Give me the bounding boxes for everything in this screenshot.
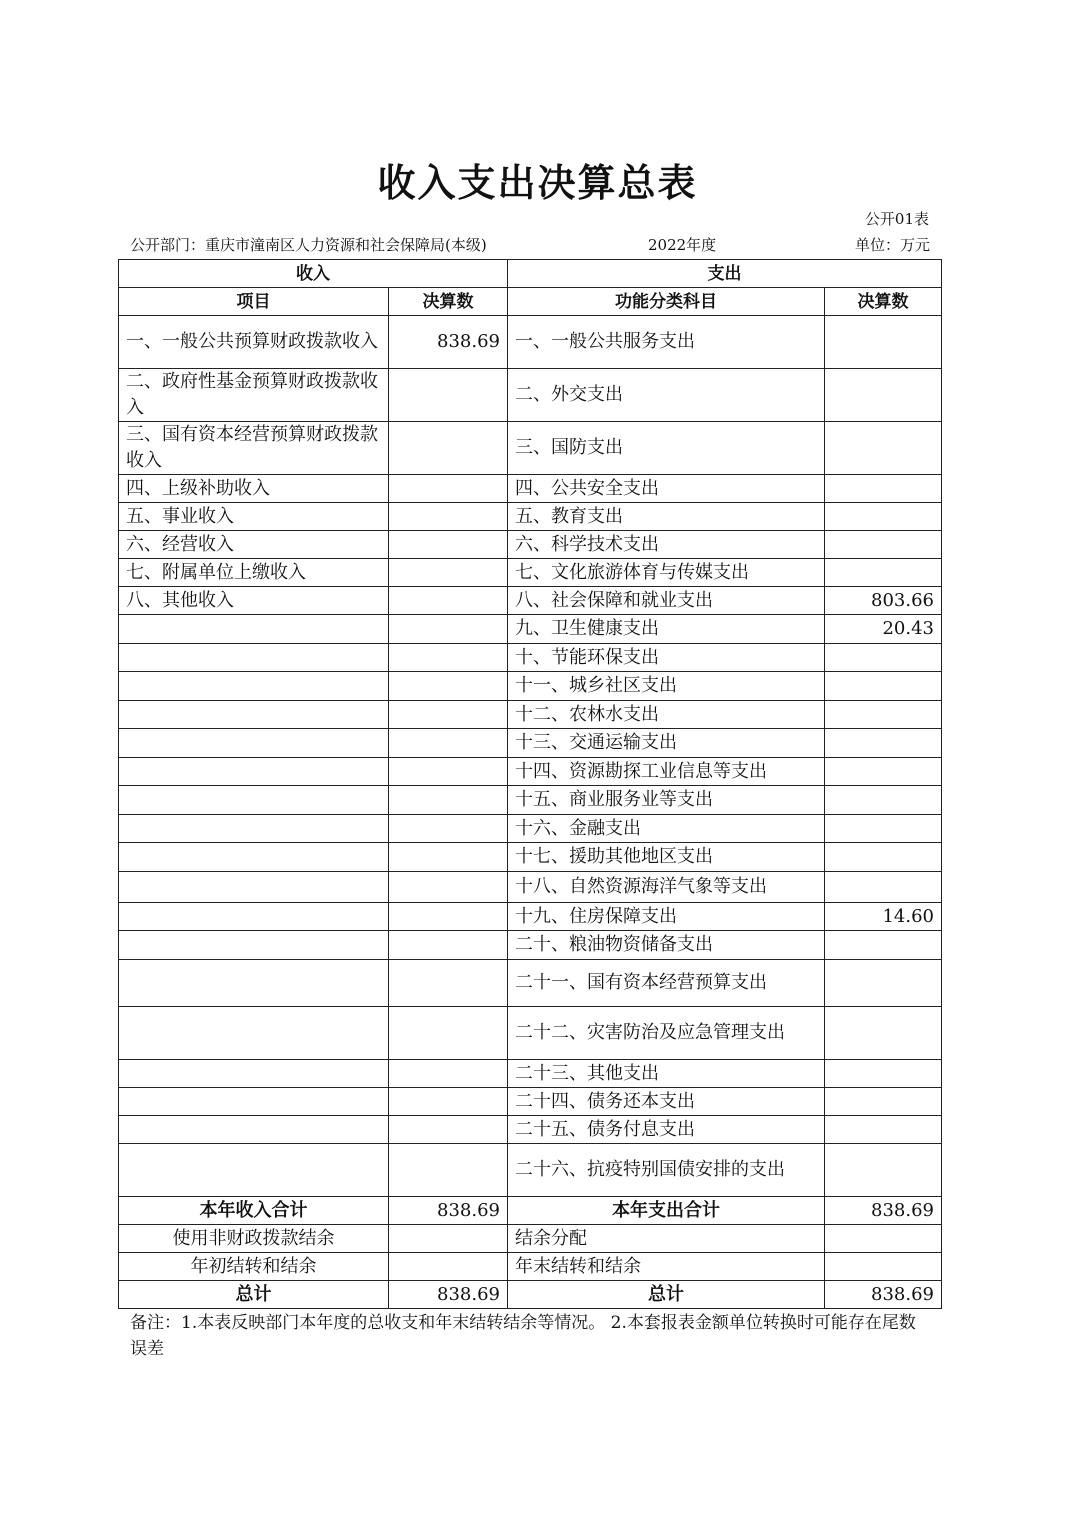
table-row [119, 758, 942, 786]
table-row [119, 1116, 942, 1144]
income-amount-cell [389, 422, 508, 475]
grand-total-label: 总计 [119, 1281, 389, 1309]
income-amount-cell [389, 843, 508, 872]
begin-carry-label: 年初结转和结余 [119, 1253, 389, 1281]
income-total-label: 本年收入合计 [119, 1197, 389, 1225]
income-amount-cell [389, 872, 508, 903]
income-item-cell: 一、一般公共预算财政拨款收入 [119, 316, 389, 369]
expense-amount-cell: 20.43 [825, 615, 942, 644]
income-amount-cell [389, 1144, 508, 1197]
unit-label: 单位：万元 [854, 236, 930, 254]
income-amount-cell: 838.69 [389, 316, 508, 369]
income-item-cell [119, 1007, 389, 1060]
begin-carry-value [389, 1253, 508, 1281]
income-amount-cell [389, 1116, 508, 1144]
income-item-cell [119, 1088, 389, 1116]
income-item-cell: 八、其他收入 [119, 587, 389, 615]
table-row [119, 587, 942, 615]
income-amount-cell [389, 931, 508, 960]
expense-item-cell: 二十五、债务付息支出 [508, 1116, 825, 1144]
expense-item-cell: 六、科学技术支出 [508, 531, 825, 559]
end-carry-value [825, 1253, 942, 1281]
expense-amount-cell [825, 786, 942, 815]
expense-amount-cell [825, 1144, 942, 1197]
table-row [119, 369, 942, 422]
grand-total-income: 838.69 [389, 1281, 508, 1309]
table-row [119, 559, 942, 587]
expense-item-cell: 七、文化旅游体育与传媒支出 [508, 559, 825, 587]
table-row [119, 531, 942, 559]
income-item-cell [119, 960, 389, 1007]
income-item-cell: 六、经营收入 [119, 531, 389, 559]
expense-item-cell: 五、教育支出 [508, 503, 825, 531]
income-amount-cell [389, 587, 508, 615]
expense-amount-cell [825, 644, 942, 672]
income-amount-cell [389, 559, 508, 587]
expense-amount-cell [825, 531, 942, 559]
income-amount-cell [389, 531, 508, 559]
income-item-cell [119, 672, 389, 701]
table-row [119, 815, 942, 843]
expense-item-cell: 十二、农林水支出 [508, 701, 825, 729]
income-item-cell [119, 758, 389, 786]
expense-amount-cell [825, 872, 942, 903]
table-row [119, 615, 942, 644]
income-item-cell [119, 729, 389, 758]
income-amount-cell [389, 758, 508, 786]
table-row [119, 672, 942, 701]
income-amount-cell [389, 903, 508, 931]
page-title: 收入支出决算总表 [377, 161, 698, 205]
table-row [119, 872, 942, 903]
income-amount-cell [389, 475, 508, 503]
function-item-header: 功能分类科目 [508, 288, 825, 316]
expense-amount-cell [825, 843, 942, 872]
income-item-cell [119, 644, 389, 672]
grand-total-label-2: 总计 [508, 1281, 825, 1309]
summary-row-nonfiscal [119, 1225, 942, 1253]
income-expense-table [118, 259, 942, 1309]
income-item-cell: 二、政府性基金预算财政拨款收入 [119, 369, 389, 422]
table-row [119, 1060, 942, 1088]
expense-item-cell: 三、国防支出 [508, 422, 825, 475]
expense-item-cell: 八、社会保障和就业支出 [508, 587, 825, 615]
year-label: 2022年度 [648, 236, 717, 254]
meta-row [130, 234, 930, 256]
table-row [119, 475, 942, 503]
summary-body [119, 1197, 942, 1309]
income-amount-cell [389, 1088, 508, 1116]
expense-item-cell: 二十六、抗疫特别国债安排的支出 [508, 1144, 825, 1197]
income-item-cell [119, 1060, 389, 1088]
table-row [119, 729, 942, 758]
income-item-cell [119, 843, 389, 872]
summary-row-grand [119, 1281, 942, 1309]
income-amount-cell [389, 644, 508, 672]
income-item-cell [119, 615, 389, 644]
expense-item-cell: 十四、资源勘探工业信息等支出 [508, 758, 825, 786]
surplus-distribution-value [825, 1225, 942, 1253]
grand-total-expense: 838.69 [825, 1281, 942, 1309]
header-row-2 [119, 288, 942, 316]
income-item-cell [119, 786, 389, 815]
expense-item-cell: 二十三、其他支出 [508, 1060, 825, 1088]
table-row [119, 960, 942, 1007]
expense-item-cell: 十七、援助其他地区支出 [508, 843, 825, 872]
table-row [119, 503, 942, 531]
expense-amount-cell [825, 758, 942, 786]
income-amount-cell [389, 729, 508, 758]
income-item-cell: 五、事业收入 [119, 503, 389, 531]
expense-item-cell: 四、公共安全支出 [508, 475, 825, 503]
table-row [119, 422, 942, 475]
nonfiscal-label: 使用非财政拨款结余 [119, 1225, 389, 1253]
expense-amount-cell [825, 316, 942, 369]
amount2-header: 决算数 [825, 288, 942, 316]
table-body [119, 316, 942, 1197]
income-item-cell: 三、国有资本经营预算财政拨款收入 [119, 422, 389, 475]
income-item-cell [119, 1116, 389, 1144]
income-amount-cell [389, 1060, 508, 1088]
expense-amount-cell [825, 701, 942, 729]
footnote: 备注：1.本表反映部门本年度的总收支和年末结转结余等情况。 2.本套报表金额单位转换时可能存在尾数误差 [130, 1313, 916, 1359]
expense-total-label: 本年支出合计 [508, 1197, 825, 1225]
table-row [119, 931, 942, 960]
expense-amount-cell [825, 815, 942, 843]
summary-row-total [119, 1197, 942, 1225]
income-item-cell [119, 815, 389, 843]
nonfiscal-value [389, 1225, 508, 1253]
income-amount-cell [389, 815, 508, 843]
income-item-cell [119, 931, 389, 960]
expense-total-value: 838.69 [825, 1197, 942, 1225]
expense-item-cell: 九、卫生健康支出 [508, 615, 825, 644]
expense-amount-cell [825, 475, 942, 503]
table-row [119, 1144, 942, 1197]
table-row [119, 903, 942, 931]
expense-item-cell: 二十四、债务还本支出 [508, 1088, 825, 1116]
expense-amount-cell [825, 369, 942, 422]
income-item-cell [119, 903, 389, 931]
income-item-cell [119, 701, 389, 729]
table-row [119, 644, 942, 672]
expense-item-cell: 十六、金融支出 [508, 815, 825, 843]
income-amount-cell [389, 960, 508, 1007]
income-header: 收入 [119, 260, 508, 288]
expense-item-cell: 十九、住房保障支出 [508, 903, 825, 931]
expense-amount-cell [825, 422, 942, 475]
expense-item-cell: 二十二、灾害防治及应急管理支出 [508, 1007, 825, 1060]
income-amount-cell [389, 701, 508, 729]
expense-amount-cell [825, 1088, 942, 1116]
expense-amount-cell [825, 672, 942, 701]
table-row [119, 1088, 942, 1116]
income-item-cell: 四、上级补助收入 [119, 475, 389, 503]
expense-amount-cell: 803.66 [825, 587, 942, 615]
income-amount-cell [389, 672, 508, 701]
expense-item-cell: 十一、城乡社区支出 [508, 672, 825, 701]
expense-item-cell: 十、节能环保支出 [508, 644, 825, 672]
department-label: 公开部门：重庆市潼南区人力资源和社会保障局(本级) [130, 236, 487, 254]
expense-amount-cell [825, 960, 942, 1007]
table-row [119, 843, 942, 872]
table-row [119, 316, 942, 369]
amount-header: 决算数 [389, 288, 508, 316]
expense-header: 支出 [508, 260, 942, 288]
income-item-cell: 七、附属单位上缴收入 [119, 559, 389, 587]
expense-item-cell: 二十、粮油物资储备支出 [508, 931, 825, 960]
expense-item-cell: 十八、自然资源海洋气象等支出 [508, 872, 825, 903]
expense-item-cell: 十五、商业服务业等支出 [508, 786, 825, 815]
expense-amount-cell [825, 503, 942, 531]
table-row [119, 786, 942, 815]
expense-amount-cell [825, 559, 942, 587]
income-item-cell [119, 1144, 389, 1197]
expense-item-cell: 一、一般公共服务支出 [508, 316, 825, 369]
income-item-cell [119, 872, 389, 903]
expense-item-cell: 二、外交支出 [508, 369, 825, 422]
item-header: 项目 [119, 288, 389, 316]
income-amount-cell [389, 503, 508, 531]
header-row-1 [119, 260, 942, 288]
expense-amount-cell [825, 1060, 942, 1088]
table-row [119, 701, 942, 729]
form-number: 公开01表 [864, 210, 929, 228]
expense-amount-cell [825, 1116, 942, 1144]
expense-amount-cell [825, 729, 942, 758]
expense-amount-cell [825, 931, 942, 960]
summary-row-carry [119, 1253, 942, 1281]
income-amount-cell [389, 369, 508, 422]
income-total-value: 838.69 [389, 1197, 508, 1225]
end-carry-label: 年末结转和结余 [508, 1253, 825, 1281]
income-amount-cell [389, 1007, 508, 1060]
table-row [119, 1007, 942, 1060]
expense-item-cell: 二十一、国有资本经营预算支出 [508, 960, 825, 1007]
expense-item-cell: 十三、交通运输支出 [508, 729, 825, 758]
income-amount-cell [389, 786, 508, 815]
income-amount-cell [389, 615, 508, 644]
expense-amount-cell: 14.60 [825, 903, 942, 931]
surplus-distribution-label: 结余分配 [508, 1225, 825, 1253]
expense-amount-cell [825, 1007, 942, 1060]
